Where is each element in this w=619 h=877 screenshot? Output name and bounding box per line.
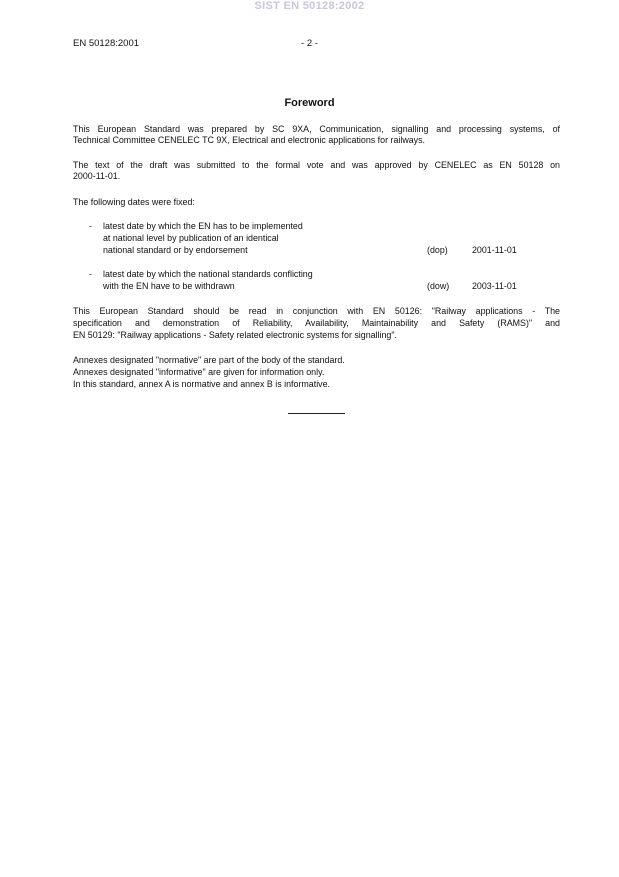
list-bullet: - — [89, 221, 92, 231]
paragraph-line: specification and demonstration of Reliability, Availability, Maintainability and Safety (RAMS)" and — [73, 318, 560, 328]
date-code: (dop) — [427, 245, 448, 255]
list-item-line: latest date by which the EN has to be implemented — [103, 221, 303, 231]
paragraph-line: 2000-11-01. — [73, 171, 121, 181]
list-item-line: with the EN have to be withdrawn — [103, 281, 235, 291]
closing-rule — [288, 413, 345, 414]
paragraph-dates-intro: The following dates were fixed: — [73, 197, 195, 207]
paragraph-line: Annexes designated "informative" are given for information only. — [73, 367, 325, 377]
document-id: EN 50128:2001 — [73, 38, 140, 49]
paragraph-line: Technical Committee CENELEC TC 9X, Electrical and electronic applications for railways. — [73, 135, 426, 145]
paragraph-line: This European Standard should be read in conjunction with EN 50126: "Railway applications - The — [73, 306, 560, 316]
list-item-line: national standard or by endorsement — [103, 245, 248, 255]
paragraph-line: This European Standard was prepared by SC 9XA, Communication, signalling and processing systems, of — [73, 124, 560, 134]
paragraph-line: In this standard, annex A is normative and annex B is informative. — [73, 379, 331, 389]
date-value: 2003-11-01 — [472, 281, 517, 291]
date-value: 2001-11-01 — [472, 245, 517, 255]
paragraph-line: EN 50129: "Railway applications - Safety related electronic systems for signalling". — [73, 330, 397, 340]
date-code: (dow) — [427, 281, 450, 291]
page-title: Foreword — [284, 97, 335, 109]
page-number: - 2 - — [301, 38, 318, 49]
paragraph-line: The text of the draft was submitted to the formal vote and was approved by CENELEC as EN 50128 on — [73, 160, 560, 170]
list-bullet: - — [89, 269, 92, 279]
list-item-line: latest date by which the national standards conflicting — [103, 269, 313, 279]
list-item-line: at national level by publication of an identical — [103, 233, 279, 243]
watermark: SIST EN 50128:2002 — [254, 0, 365, 12]
paragraph-line: Annexes designated "normative" are part of the body of the standard. — [73, 355, 345, 365]
